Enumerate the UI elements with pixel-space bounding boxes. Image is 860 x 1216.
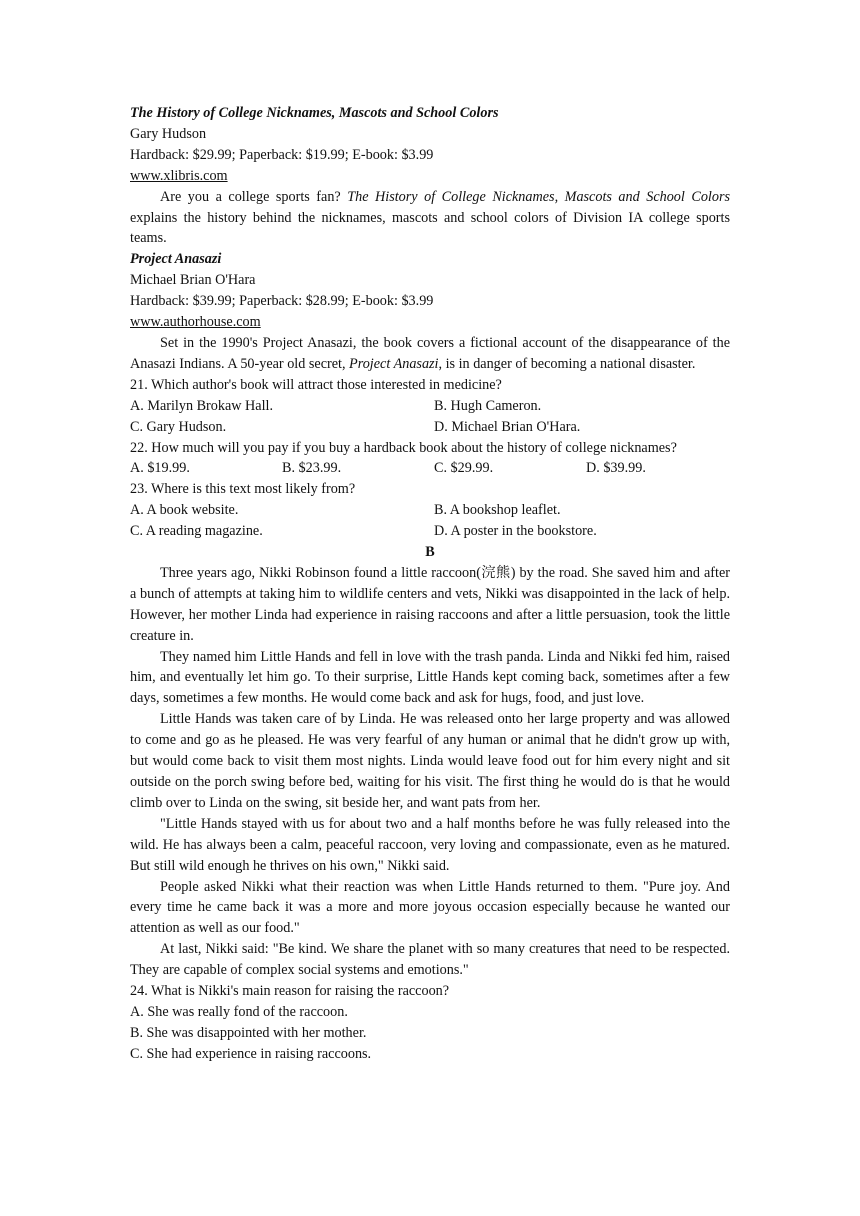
book2-website-link[interactable]: www.authorhouse.com [130, 314, 261, 331]
option-a: A. $19.99. [130, 460, 190, 477]
book1-prices: Hardback: $29.99; Paperback: $19.99; E-book: $3.99 [130, 146, 434, 163]
book1-description: Are you a college sports fan? The History of College Nicknames, Mascots and School Colors explains the history behind the nicknames, mascots and school colors of Division IA college sports teams. [130, 188, 730, 247]
option-d: D. Michael Brian O'Hara. [434, 418, 581, 435]
option-c: C. Gary Hudson. [130, 418, 227, 435]
question-21-options-row1 [130, 396, 730, 417]
passage-paragraph: People asked Nikki what their reaction was when Little Hands returned to them. "Pure joy. And every time he came back it was a more and more joyous occasion especially because he wanted our attention as well as our food." [130, 878, 730, 937]
passage-paragraph: Three years ago, Nikki Robinson found a little raccoon(浣熊) by the road. She saved him and after a bunch of attempts at taking him to wildlife centers and vets, Nikki was disappointed in the lack of help. However, her mother Linda had experience in raising raccoons and after a little persuasion, took the little creature in. [130, 564, 730, 644]
question-23-options-row2 [130, 521, 730, 542]
book2-prices: Hardback: $39.99; Paperback: $28.99; E-book: $3.99 [130, 293, 434, 310]
option-d: D. $39.99. [586, 460, 646, 477]
book1-website-link[interactable]: www.xlibris.com [130, 167, 228, 184]
option-a: A. A book website. [130, 502, 239, 519]
passage-paragraph: They named him Little Hands and fell in love with the trash panda. Linda and Nikki fed him, raised him, and eventually let him go. To their surprise, Little Hands kept coming back, sometimes after a few days, sometimes a few months. He would come back and ask for hugs, food, and just love. [130, 648, 730, 707]
section-heading-b: B [425, 544, 435, 561]
question-22: 22. How much will you pay if you buy a hardback book about the history of college nicknames? [130, 439, 677, 456]
book2-description: Set in the 1990's Project Anasazi, the book covers a fictional account of the disappearance of the Anasazi Indians. A 50-year old secret, Project Anasazi, is in danger of becoming a national disaster. [130, 334, 730, 372]
option-a: A. She was really fond of the raccoon. [130, 1003, 348, 1020]
option-b: B. A bookshop leaflet. [434, 502, 561, 519]
option-c: C. She had experience in raising raccoons. [130, 1045, 372, 1062]
question-21: 21. Which author's book will attract those interested in medicine? [130, 376, 502, 393]
question-23-options-row1 [130, 500, 730, 521]
question-22-options [130, 458, 730, 479]
option-b: B. $23.99. [282, 460, 342, 477]
question-24: 24. What is Nikki's main reason for raising the raccoon? [130, 983, 450, 1000]
passage-paragraph: "Little Hands stayed with us for about two and a half months before he was fully released into the wild. He has always been a calm, peaceful raccoon, very loving and compassionate, even as he matured. But still wild enough he thrives on his own," Nikki said. [130, 815, 730, 874]
passage-paragraph: At last, Nikki said: "Be kind. We share the planet with so many creatures that need to be respected. They are capable of complex social systems and emotions." [130, 941, 730, 979]
book2-title: Project Anasazi [130, 251, 222, 268]
option-b: B. She was disappointed with her mother. [130, 1024, 367, 1041]
passage-paragraph: Little Hands was taken care of by Linda. He was released onto her large property and was allowed to come and go as he pleased. He was very fearful of any human or animal that he didn't grow up with, but would come back to visit them most nights. Linda would leave food out for him every night and sit outside on the porch swing before bed, waiting for his visit. The first thing he would do is that he would climb over to Linda on the swing, sit beside her, and want pats from her. [130, 711, 730, 811]
question-23: 23. Where is this text most likely from? [130, 481, 356, 498]
option-c: C. $29.99. [434, 460, 494, 477]
book1-title: The History of College Nicknames, Mascots and School Colors [130, 105, 499, 121]
option-d: D. A poster in the bookstore. [434, 523, 597, 540]
book2-author: Michael Brian O'Hara [130, 272, 256, 289]
option-b: B. Hugh Cameron. [434, 397, 542, 414]
book1-author: Gary Hudson [130, 125, 207, 142]
option-a: A. Marilyn Brokaw Hall. [130, 397, 274, 414]
option-c: C. A reading magazine. [130, 523, 263, 540]
document-page [130, 103, 730, 1065]
question-21-options-row2 [130, 417, 730, 438]
